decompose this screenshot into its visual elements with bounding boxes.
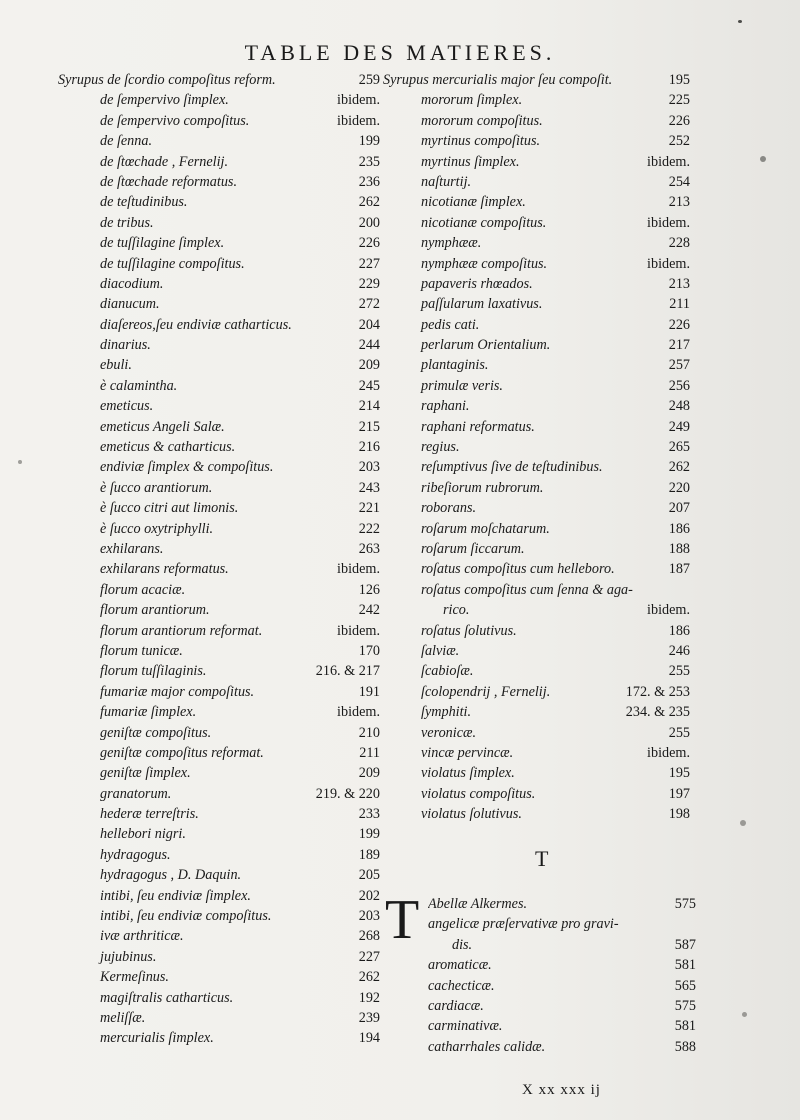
- entry-label: jujubinus.: [100, 948, 157, 965]
- index-entry: [58, 1028, 380, 1048]
- entry-label: de ſtœchade , Fernelij.: [100, 153, 229, 170]
- entry-label: papaveris rhœados.: [421, 275, 533, 292]
- index-entry: [58, 457, 380, 477]
- entry-label: primulæ veris.: [421, 377, 503, 394]
- entry-label: myrtinus compoſitus.: [421, 133, 541, 150]
- entry-label: ebuli.: [100, 357, 132, 374]
- entry-page-number: 229: [358, 275, 380, 292]
- entry-label: intibi, ſeu endiviæ compoſitus.: [100, 908, 272, 925]
- entry-page-number: ibidem.: [337, 561, 380, 578]
- entry-label: angelicæ præſervativæ pro gravi-: [428, 916, 619, 933]
- index-entry: [58, 172, 380, 192]
- entry-label: hydragogus , D. Daquin.: [100, 867, 242, 884]
- entry-label: meliſſæ.: [100, 1009, 146, 1026]
- entry-page-number: 202: [358, 887, 380, 904]
- entry-label: florum tuſſilaginis.: [100, 663, 207, 680]
- index-entry: [428, 955, 696, 975]
- entry-page-number: 565: [674, 977, 696, 994]
- index-entry: [58, 723, 380, 743]
- index-entry: [383, 294, 690, 314]
- entry-page-number: 191: [358, 683, 380, 700]
- entry-page-number: 254: [668, 173, 690, 190]
- index-entry: [383, 254, 690, 274]
- entry-label: catharrhales calidæ.: [428, 1038, 546, 1055]
- index-entry: [383, 600, 690, 620]
- entry-label: violatus ſimplex.: [421, 765, 515, 782]
- index-entry: [383, 417, 690, 437]
- entry-page-number: 243: [358, 479, 380, 496]
- entry-page-number: 219. & 220: [315, 785, 380, 802]
- index-entry: [383, 498, 690, 518]
- entry-label: raphani reformatus.: [421, 418, 535, 435]
- entry-label: ſcolopendrij , Fernelij.: [421, 683, 551, 700]
- entry-page-number: ibidem.: [647, 153, 690, 170]
- index-entry: [383, 478, 690, 498]
- index-entry: [58, 824, 380, 844]
- entry-page-number: 221: [358, 500, 380, 517]
- entry-page-number: 172. & 253: [625, 683, 690, 700]
- index-entry: [58, 845, 380, 865]
- index-entry: [58, 906, 380, 926]
- index-entry: [58, 254, 380, 274]
- entry-page-number: 187: [668, 561, 690, 578]
- index-entry: [383, 743, 690, 763]
- entry-label: dis.: [452, 936, 473, 953]
- entry-label: de ſtœchade reformatus.: [100, 173, 237, 190]
- entry-label: nymphææ compoſitus.: [421, 255, 548, 272]
- index-entry: [58, 376, 380, 396]
- index-entry: [58, 131, 380, 151]
- entry-label: fumariæ major compoſitus.: [100, 683, 255, 700]
- entry-page-number: ibidem.: [647, 214, 690, 231]
- index-entry: [383, 152, 690, 172]
- entry-label: Syrupus de ſcordio compoſitus reform.: [58, 72, 276, 88]
- entry-page-number: 170: [358, 642, 380, 659]
- index-entry: [58, 886, 380, 906]
- entry-label: diaſereos,ſeu endiviæ catharticus.: [100, 316, 292, 333]
- entry-page-number: 209: [358, 765, 380, 782]
- index-entry: [383, 172, 690, 192]
- entry-page-number: 214: [358, 398, 380, 415]
- entry-label: è ſucco oxytriphylli.: [100, 520, 214, 537]
- entry-page-number: 249: [668, 418, 690, 435]
- index-entry: [58, 396, 380, 416]
- entry-page-number: 239: [358, 1009, 380, 1026]
- entry-page-number: 200: [358, 214, 380, 231]
- entry-page-number: 203: [358, 908, 380, 925]
- paper-speck: [18, 460, 22, 464]
- index-entry: [58, 967, 380, 987]
- entry-page-number: 199: [358, 133, 380, 150]
- entry-page-number: 226: [358, 235, 380, 252]
- drop-cap: T: [385, 889, 420, 951]
- entry-page-number: ibidem.: [647, 255, 690, 272]
- entry-label: roborans.: [421, 500, 477, 517]
- entry-page-number: 262: [668, 459, 690, 476]
- entry-page-number: ibidem.: [337, 704, 380, 721]
- index-entry: [383, 763, 690, 783]
- entry-label: de tuſſilagine compoſitus.: [100, 255, 245, 272]
- index-entry: [58, 661, 380, 681]
- entry-label: emeticus.: [100, 398, 154, 415]
- index-entry: [58, 437, 380, 457]
- entry-label: è ſucco citri aut limonis.: [100, 500, 239, 517]
- index-entry: [58, 274, 380, 294]
- entry-page-number: 227: [358, 255, 380, 272]
- index-entry: [58, 355, 380, 375]
- entry-page-number: 126: [358, 581, 380, 598]
- index-column-right: [383, 70, 690, 824]
- entry-page-number: 186: [668, 520, 690, 537]
- index-entry: [58, 417, 380, 437]
- entry-page-number: 203: [358, 459, 380, 476]
- index-entry: [383, 192, 690, 212]
- index-entry: [58, 213, 380, 233]
- entry-page-number: 257: [668, 357, 690, 374]
- entry-page-number: 575: [674, 997, 696, 1014]
- entry-label: violatus compoſitus.: [421, 785, 536, 802]
- index-entry: [383, 376, 690, 396]
- index-entry: [58, 335, 380, 355]
- entry-label: rico.: [443, 602, 470, 619]
- entry-label: mororum ſimplex.: [421, 92, 523, 109]
- entry-page-number: 228: [668, 235, 690, 252]
- entry-label: florum arantiorum reformat.: [100, 622, 263, 639]
- index-entry: [383, 723, 690, 743]
- index-column-left: [58, 70, 380, 1049]
- entry-label: veronicæ.: [421, 724, 477, 741]
- index-entry: [383, 111, 690, 131]
- index-entry: [58, 294, 380, 314]
- entry-page-number: 205: [358, 867, 380, 884]
- index-entry: [58, 519, 380, 539]
- index-entry: [58, 682, 380, 702]
- entry-label: ſalviæ.: [421, 642, 460, 659]
- entry-label: pedis cati.: [421, 316, 480, 333]
- index-entry: [58, 784, 380, 804]
- index-entry: [383, 70, 690, 90]
- section-letter: T: [535, 846, 549, 871]
- entry-page-number: 215: [358, 418, 380, 435]
- entry-page-number: 256: [668, 377, 690, 394]
- index-section-t: [428, 894, 696, 1057]
- entry-label: perlarum Orientalium.: [421, 337, 551, 354]
- entry-page-number: 217: [668, 337, 690, 354]
- index-entry: [58, 947, 380, 967]
- index-entry: [383, 539, 690, 559]
- entry-page-number: 587: [674, 936, 696, 953]
- entry-page-number: 265: [668, 439, 690, 456]
- index-entry: [428, 1037, 696, 1057]
- entry-label: magiſtralis catharticus.: [100, 989, 234, 1006]
- paper-speck: [738, 20, 742, 23]
- entry-page-number: 248: [668, 398, 690, 415]
- entry-page-number: ibidem.: [337, 622, 380, 639]
- entry-page-number: ibidem.: [337, 92, 380, 109]
- entry-page-number: ibidem.: [337, 112, 380, 129]
- entry-page-number: 189: [358, 846, 380, 863]
- entry-page-number: 192: [358, 989, 380, 1006]
- index-entry: [383, 355, 690, 375]
- entry-label: nicotianæ compoſitus.: [421, 214, 547, 231]
- entry-page-number: 259: [358, 72, 380, 88]
- index-entry: [58, 152, 380, 172]
- index-entry: [58, 192, 380, 212]
- entry-page-number: 262: [358, 969, 380, 986]
- index-entry: [383, 90, 690, 110]
- entry-page-number: 216: [358, 439, 380, 456]
- entry-page-number: 211: [359, 744, 380, 761]
- paper-speck: [740, 820, 746, 826]
- index-entry: [428, 1016, 696, 1036]
- entry-label: myrtinus ſimplex.: [421, 153, 520, 170]
- entry-page-number: 220: [668, 479, 690, 496]
- entry-page-number: 211: [669, 296, 690, 313]
- entry-label: vincæ pervincæ.: [421, 744, 514, 761]
- index-entry: [383, 213, 690, 233]
- entry-page-number: 242: [358, 602, 380, 619]
- entry-label: florum arantiorum.: [100, 602, 210, 619]
- entry-page-number: 268: [358, 928, 380, 945]
- index-entry: [58, 988, 380, 1008]
- entry-label: roſatus compoſitus cum ſenna & aga-: [421, 581, 633, 598]
- entry-label: paſſularum laxativus.: [421, 296, 543, 313]
- entry-page-number: 252: [668, 133, 690, 150]
- entry-label: geniſtæ compoſitus reformat.: [100, 744, 264, 761]
- entry-page-number: 575: [674, 896, 696, 912]
- entry-page-number: 207: [668, 500, 690, 517]
- index-entry: [58, 600, 380, 620]
- index-entry: [58, 478, 380, 498]
- index-entry: [58, 233, 380, 253]
- entry-label: raphani.: [421, 398, 470, 415]
- paper-speck: [760, 156, 766, 162]
- index-entry: [58, 111, 380, 131]
- entry-label: geniſtæ ſimplex.: [100, 765, 191, 782]
- index-entry: [383, 233, 690, 253]
- entry-label: nymphææ.: [421, 235, 482, 252]
- entry-page-number: 234. & 235: [625, 704, 690, 721]
- index-entry: [58, 804, 380, 824]
- entry-label: Kermeſinus.: [100, 969, 169, 986]
- entry-label: Abellæ Alkermes.: [428, 896, 528, 912]
- index-entry: [383, 315, 690, 335]
- entry-page-number: 226: [668, 112, 690, 129]
- index-entry: [383, 559, 690, 579]
- entry-label: endiviæ ſimplex & compoſitus.: [100, 459, 274, 476]
- index-entry: [58, 743, 380, 763]
- entry-label: dianucum.: [100, 296, 160, 313]
- entry-label: emeticus & catharticus.: [100, 439, 236, 456]
- entry-label: roſatus ſolutivus.: [421, 622, 517, 639]
- entry-page-number: 588: [674, 1038, 696, 1055]
- entry-label: de teſtudinibus.: [100, 194, 188, 211]
- entry-label: aromaticæ.: [428, 957, 492, 974]
- entry-label: cachecticæ.: [428, 977, 495, 994]
- entry-page-number: 213: [668, 275, 690, 292]
- entry-label: ivæ arthriticæ.: [100, 928, 184, 945]
- index-entry: [383, 131, 690, 151]
- index-entry: [58, 926, 380, 946]
- entry-page-number: 222: [358, 520, 380, 537]
- entry-page-number: 209: [358, 357, 380, 374]
- index-entry: [383, 641, 690, 661]
- entry-label: naſturtij.: [421, 173, 472, 190]
- index-entry: [383, 661, 690, 681]
- entry-label: geniſtæ compoſitus.: [100, 724, 212, 741]
- entry-label: de ſempervivo compoſitus.: [100, 112, 250, 129]
- entry-page-number: 272: [358, 296, 380, 313]
- entry-label: violatus ſolutivus.: [421, 806, 522, 823]
- index-entry: [58, 763, 380, 783]
- entry-page-number: 213: [668, 194, 690, 211]
- entry-label: hydragogus.: [100, 846, 171, 863]
- entry-label: mercurialis ſimplex.: [100, 1030, 214, 1047]
- index-entry: [383, 437, 690, 457]
- entry-page-number: 188: [668, 540, 690, 557]
- entry-label: ribeſiorum rubrorum.: [421, 479, 544, 496]
- entry-page-number: 216. & 217: [315, 663, 380, 680]
- entry-label: exhilarans reformatus.: [100, 561, 229, 578]
- entry-label: florum acaciæ.: [100, 581, 186, 598]
- entry-label: carminativæ.: [428, 1018, 503, 1035]
- index-entry: [58, 70, 380, 90]
- index-entry: [58, 865, 380, 885]
- entry-label: cardiacæ.: [428, 997, 484, 1014]
- entry-label: emeticus Angeli Salæ.: [100, 418, 225, 435]
- entry-label: reſumptivus ſive de teſtudinibus.: [421, 459, 603, 476]
- index-entry: [383, 580, 690, 600]
- entry-label: plantaginis.: [421, 357, 489, 374]
- index-entry: [383, 682, 690, 702]
- entry-label: mororum compoſitus.: [421, 112, 543, 129]
- index-entry: [58, 498, 380, 518]
- entry-page-number: 581: [674, 957, 696, 974]
- index-entry: [383, 335, 690, 355]
- entry-page-number: 235: [358, 153, 380, 170]
- entry-label: granatorum.: [100, 785, 172, 802]
- entry-label: ſcabioſæ.: [421, 663, 474, 680]
- entry-page-number: 210: [358, 724, 380, 741]
- entry-label: è calamintha.: [100, 377, 178, 394]
- entry-page-number: ibidem.: [647, 602, 690, 619]
- index-entry: [58, 641, 380, 661]
- signature-mark: X xx xxx ij: [522, 1082, 601, 1098]
- index-entry: [428, 996, 696, 1016]
- index-entry: [383, 519, 690, 539]
- entry-page-number: 255: [668, 663, 690, 680]
- entry-page-number: 199: [358, 826, 380, 843]
- entry-page-number: 195: [668, 72, 690, 88]
- index-entry: [58, 90, 380, 110]
- entry-page-number: 246: [668, 642, 690, 659]
- entry-label: roſarum moſchatarum.: [421, 520, 550, 537]
- entry-label: de tribus.: [100, 214, 154, 231]
- entry-label: hederæ terreſtris.: [100, 806, 199, 823]
- entry-page-number: 262: [358, 194, 380, 211]
- entry-label: roſarum ſiccarum.: [421, 540, 525, 557]
- index-entry: [58, 580, 380, 600]
- entry-page-number: 581: [674, 1018, 696, 1035]
- entry-label: de ſenna.: [100, 133, 153, 150]
- index-entry: [58, 559, 380, 579]
- entry-page-number: 225: [668, 92, 690, 109]
- index-entry: [383, 804, 690, 824]
- entry-label: de ſempervivo ſimplex.: [100, 92, 229, 109]
- index-entry: [58, 702, 380, 722]
- index-entry: [58, 315, 380, 335]
- index-entry: [383, 396, 690, 416]
- index-entry: [383, 784, 690, 804]
- entry-page-number: 197: [668, 785, 690, 802]
- entry-label: Syrupus mercurialis major ſeu compoſit.: [383, 72, 613, 88]
- entry-label: diacodium.: [100, 275, 164, 292]
- index-entry: [428, 976, 696, 996]
- entry-page-number: 186: [668, 622, 690, 639]
- entry-page-number: 263: [358, 540, 380, 557]
- index-entry: [383, 702, 690, 722]
- index-entry: [428, 894, 696, 914]
- entry-label: regius.: [421, 439, 460, 456]
- entry-label: è ſucco arantiorum.: [100, 479, 213, 496]
- page-title: TABLE DES MATIERES.: [244, 40, 556, 65]
- entry-label: roſatus compoſitus cum helleboro.: [421, 561, 615, 578]
- entry-label: ſymphiti.: [421, 704, 472, 721]
- index-entry: [383, 621, 690, 641]
- entry-page-number: 255: [668, 724, 690, 741]
- index-entry: [58, 1008, 380, 1028]
- index-entry: [58, 621, 380, 641]
- entry-page-number: 227: [358, 948, 380, 965]
- paper-speck: [742, 1012, 747, 1017]
- entry-page-number: 198: [668, 806, 690, 823]
- entry-page-number: 244: [358, 337, 380, 354]
- entry-label: exhilarans.: [100, 540, 164, 557]
- entry-page-number: 245: [358, 377, 380, 394]
- entry-label: nicotianæ ſimplex.: [421, 194, 526, 211]
- entry-label: hellebori nigri.: [100, 826, 186, 843]
- entry-page-number: 204: [358, 316, 380, 333]
- entry-page-number: ibidem.: [647, 744, 690, 761]
- entry-page-number: 236: [358, 173, 380, 190]
- index-entry: [383, 274, 690, 294]
- entry-label: fumariæ ſimplex.: [100, 704, 197, 721]
- entry-page-number: 194: [358, 1030, 380, 1047]
- entry-page-number: 226: [668, 316, 690, 333]
- entry-page-number: 195: [668, 765, 690, 782]
- index-entry: [58, 539, 380, 559]
- entry-label: intibi, ſeu endiviæ ſimplex.: [100, 887, 251, 904]
- index-entry: [383, 457, 690, 477]
- entry-page-number: 233: [358, 806, 380, 823]
- index-entry: [428, 935, 696, 955]
- entry-label: de tuſſilagine ſimplex.: [100, 235, 225, 252]
- index-entry: [428, 914, 696, 934]
- entry-label: florum tunicæ.: [100, 642, 183, 659]
- entry-label: dinarius.: [100, 337, 151, 354]
